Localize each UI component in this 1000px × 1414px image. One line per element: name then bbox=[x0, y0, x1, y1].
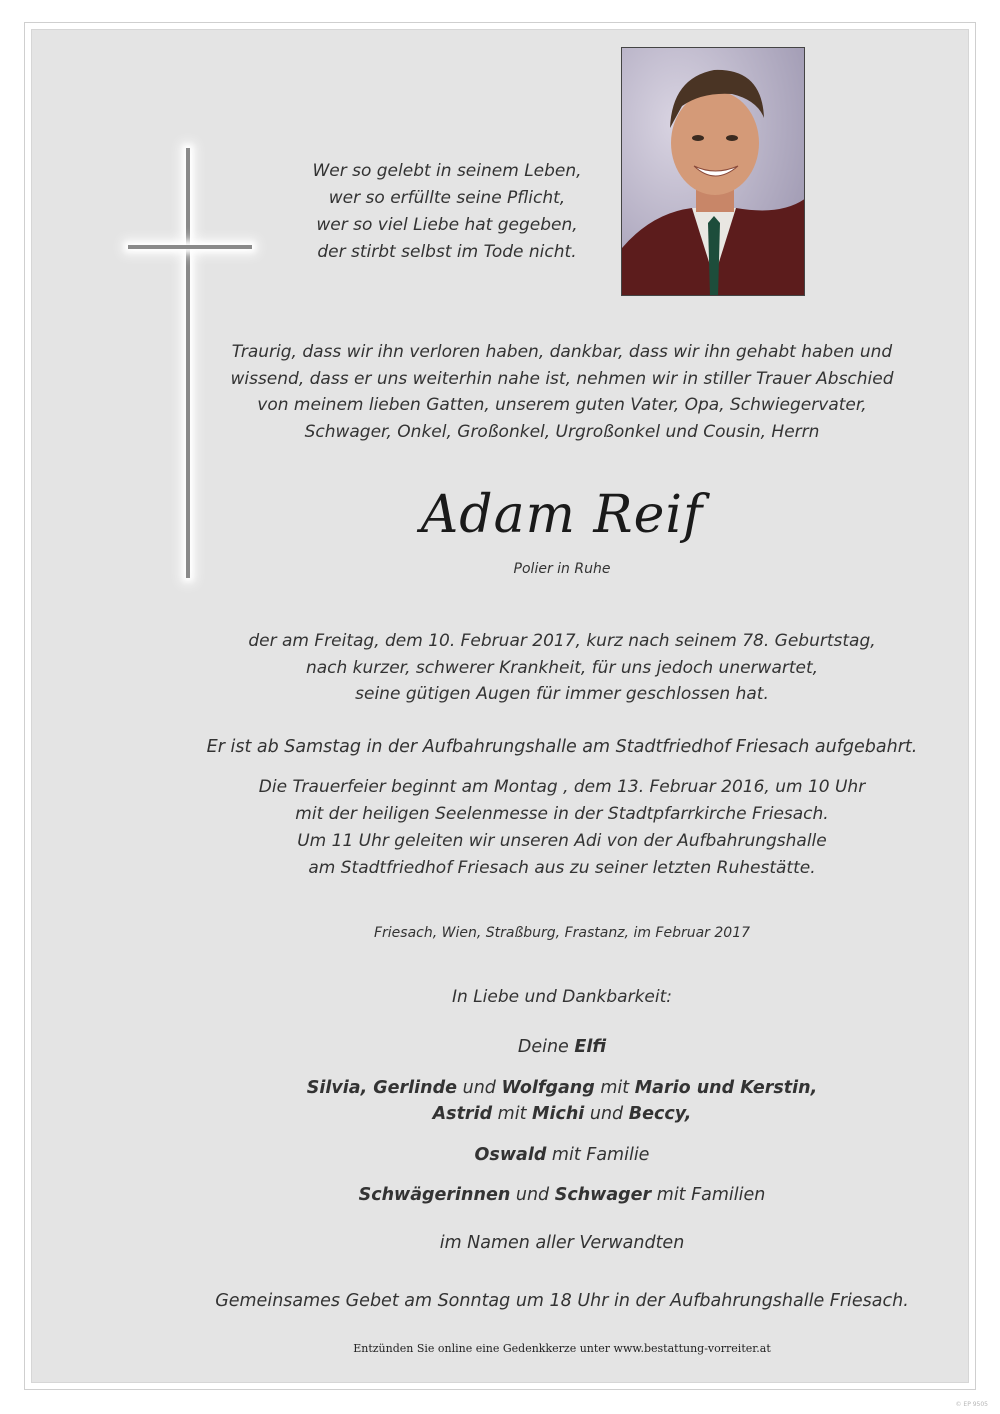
brother-name: Oswald bbox=[474, 1145, 547, 1165]
funeral-line: am Stadtfriedhof Friesach aus zu seiner letzten Ruhestätte. bbox=[308, 858, 816, 878]
poem-line: Wer so gelebt in seinem Leben, bbox=[312, 161, 582, 181]
laid-out-notice: Er ist ab Samstag in der Aufbahrungshalle am Stadtfriedhof Friesach aufgebahrt. bbox=[206, 737, 918, 757]
relatives-line: im Namen aller Verwandten bbox=[439, 1233, 685, 1253]
children-names: Astrid bbox=[432, 1104, 493, 1124]
poem-line: wer so viel Liebe hat gegeben, bbox=[316, 215, 578, 235]
footer-website-note: Entzünden Sie online eine Gedenkkerze unter www.bestattung-vorreiter.at bbox=[353, 1342, 771, 1355]
intro-paragraph bbox=[152, 339, 972, 445]
family-children bbox=[152, 1075, 972, 1127]
conjunction: mit bbox=[497, 1104, 527, 1124]
intro-line: wissend, dass er uns weiterhin nahe ist, nehmen wir in stiller Trauer Abschied bbox=[230, 368, 894, 389]
copyright-mark: © EP 9505 bbox=[955, 1401, 988, 1408]
death-paragraph bbox=[152, 628, 972, 708]
death-line: nach kurzer, schwerer Krankheit, für uns jedoch unerwartet, bbox=[305, 657, 819, 678]
conjunction: mit bbox=[600, 1078, 630, 1098]
obituary-card bbox=[24, 22, 976, 1390]
poem-line: der stirbt selbst im Tode nicht. bbox=[317, 242, 577, 262]
intro-line: Traurig, dass wir ihn verloren haben, dankbar, dass wir ihn gehabt haben und bbox=[231, 342, 893, 362]
family-inlaws bbox=[152, 1182, 972, 1208]
funeral-line: Die Trauerfeier beginnt am Montag , dem 13. Februar 2016, um 10 Uhr bbox=[258, 777, 866, 797]
inlaws-names: Schwager bbox=[554, 1185, 652, 1205]
love-heading: In Liebe und Dankbarkeit: bbox=[452, 987, 672, 1007]
poem-line: wer so erfüllte seine Pflicht, bbox=[328, 188, 566, 208]
children-line bbox=[152, 1101, 972, 1127]
prayer-notice: Gemeinsames Gebet am Sonntag um 18 Uhr in der Aufbahrungshalle Friesach. bbox=[215, 1291, 909, 1311]
places-date: Friesach, Wien, Straßburg, Frastanz, im Februar 2017 bbox=[373, 925, 751, 941]
obituary-panel bbox=[31, 29, 969, 1383]
conjunction: und bbox=[462, 1078, 496, 1098]
death-line: der am Freitag, dem 10. Februar 2017, kurz nach seinem 78. Geburtstag, bbox=[248, 631, 876, 651]
funeral-line: Um 11 Uhr geleiten wir unseren Adi von der Aufbahrungshalle bbox=[297, 831, 827, 851]
family-wife bbox=[152, 1034, 972, 1060]
wife-prefix: Deine bbox=[517, 1037, 569, 1057]
children-names: Silvia, Gerlinde bbox=[306, 1078, 458, 1098]
death-line: seine gütigen Augen für immer geschlossen hat. bbox=[355, 684, 769, 704]
funeral-line: mit der heiligen Seelenmesse in der Stadtpfarrkirche Friesach. bbox=[295, 804, 829, 824]
conjunction: und bbox=[589, 1104, 624, 1124]
poem-verse bbox=[212, 158, 682, 266]
inlaws-suffix: mit Familien bbox=[656, 1185, 766, 1205]
family-brother bbox=[152, 1142, 972, 1168]
deceased-occupation: Polier in Ruhe bbox=[513, 561, 611, 577]
children-names: Beccy, bbox=[628, 1104, 692, 1124]
deceased-name: Adam Reif bbox=[420, 485, 704, 545]
wife-name: Elfi bbox=[574, 1037, 607, 1057]
intro-line: von meinem lieben Gatten, unserem guten Vater, Opa, Schwiegervater, bbox=[257, 395, 867, 415]
children-names: Michi bbox=[532, 1104, 585, 1124]
inlaws-names: Schwägerinnen bbox=[358, 1185, 511, 1205]
children-names: Wolfgang bbox=[501, 1078, 595, 1098]
conjunction: und bbox=[515, 1185, 550, 1205]
funeral-paragraph bbox=[152, 774, 972, 882]
intro-line: Schwager, Onkel, Großonkel, Urgroßonkel und Cousin, Herrn bbox=[304, 421, 820, 442]
brother-suffix: mit Familie bbox=[551, 1145, 650, 1165]
children-line bbox=[152, 1075, 972, 1101]
children-names: Mario und Kerstin, bbox=[634, 1078, 818, 1098]
